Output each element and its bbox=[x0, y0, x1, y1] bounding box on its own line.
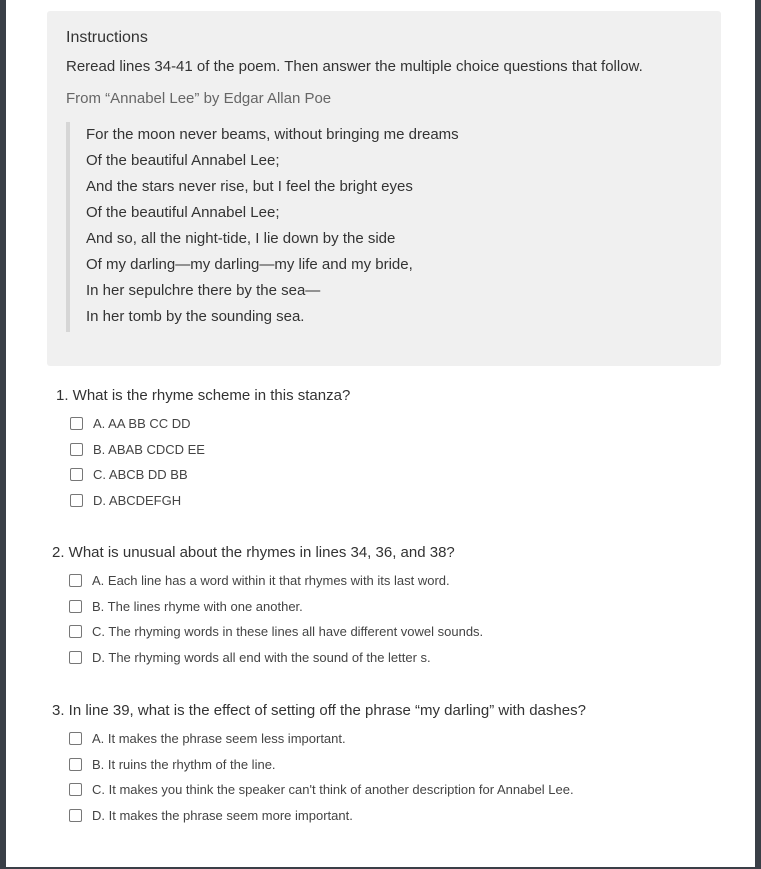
question-1-text: 1. What is the rhyme scheme in this stanza? bbox=[56, 387, 351, 404]
option-label: C. ABCB DD BB bbox=[93, 467, 188, 483]
checkbox[interactable] bbox=[70, 417, 83, 430]
question-2-option-d[interactable] bbox=[69, 645, 483, 671]
checkbox[interactable] bbox=[69, 758, 82, 771]
checkbox[interactable] bbox=[70, 494, 83, 507]
checkbox[interactable] bbox=[69, 625, 82, 638]
poem-line: In her sepulchre there by the sea— bbox=[86, 282, 321, 299]
checkbox[interactable] bbox=[69, 600, 82, 613]
question-2-option-b[interactable] bbox=[69, 594, 483, 620]
checkbox[interactable] bbox=[69, 783, 82, 796]
question-2 bbox=[52, 544, 483, 670]
instructions-text: Reread lines 34-41 of the poem. Then answer the multiple choice questions that follow. bbox=[66, 58, 643, 75]
poem-line: In her tomb by the sounding sea. bbox=[86, 308, 305, 325]
question-3-option-a[interactable] bbox=[69, 726, 586, 752]
option-label: C. It makes you think the speaker can't think of another description for Annabel Lee. bbox=[92, 782, 574, 798]
option-label: B. It ruins the rhythm of the line. bbox=[92, 756, 276, 772]
option-label: C. The rhyming words in these lines all have different vowel sounds. bbox=[92, 624, 484, 640]
question-1-option-d[interactable] bbox=[70, 488, 350, 514]
question-1 bbox=[56, 387, 350, 513]
poem-line: For the moon never beams, without bringing me dreams bbox=[86, 126, 459, 143]
instructions-heading: Instructions bbox=[66, 29, 148, 46]
option-label: A. It makes the phrase seem less important. bbox=[92, 731, 346, 747]
question-1-option-c[interactable] bbox=[70, 462, 350, 488]
question-2-option-a[interactable] bbox=[69, 568, 483, 594]
poem-line: And the stars never rise, but I feel the bright eyes bbox=[86, 178, 413, 195]
question-1-option-a[interactable] bbox=[70, 411, 350, 437]
checkbox[interactable] bbox=[69, 574, 82, 587]
option-label: B. The lines rhyme with one another. bbox=[92, 598, 303, 614]
poem-line: Of the beautiful Annabel Lee; bbox=[86, 204, 280, 221]
question-3 bbox=[52, 702, 586, 828]
poem-line: Of the beautiful Annabel Lee; bbox=[86, 152, 280, 169]
worksheet-page bbox=[6, 0, 755, 867]
poem-excerpt bbox=[66, 122, 459, 332]
option-label: A. Each line has a word within it that rhymes with its last word. bbox=[92, 573, 450, 589]
instructions-panel bbox=[47, 11, 721, 366]
question-3-option-b[interactable] bbox=[69, 752, 586, 778]
option-label: D. The rhyming words all end with the sound of the letter s. bbox=[92, 650, 431, 666]
checkbox[interactable] bbox=[69, 732, 82, 745]
question-2-option-c[interactable] bbox=[69, 619, 483, 645]
checkbox[interactable] bbox=[69, 651, 82, 664]
poem-line: And so, all the night-tide, I lie down by the side bbox=[86, 230, 396, 247]
option-label: A. AA BB CC DD bbox=[93, 416, 191, 432]
question-3-option-c[interactable] bbox=[69, 777, 586, 803]
poem-source: From “Annabel Lee” by Edgar Allan Poe bbox=[66, 90, 332, 107]
question-2-text: 2. What is unusual about the rhymes in lines 34, 36, and 38? bbox=[52, 544, 455, 561]
question-3-option-d[interactable] bbox=[69, 803, 586, 829]
poem-line: Of my darling—my darling—my life and my bride, bbox=[86, 256, 413, 273]
option-label: D. ABCDEFGH bbox=[93, 493, 182, 509]
option-label: B. ABAB CDCD EE bbox=[93, 441, 205, 457]
question-1-option-b[interactable] bbox=[70, 437, 350, 463]
checkbox[interactable] bbox=[69, 809, 82, 822]
checkbox[interactable] bbox=[70, 468, 83, 481]
question-3-text: 3. In line 39, what is the effect of setting off the phrase “my darling” with dashes? bbox=[52, 702, 586, 719]
checkbox[interactable] bbox=[70, 443, 83, 456]
option-label: D. It makes the phrase seem more important. bbox=[92, 808, 353, 824]
